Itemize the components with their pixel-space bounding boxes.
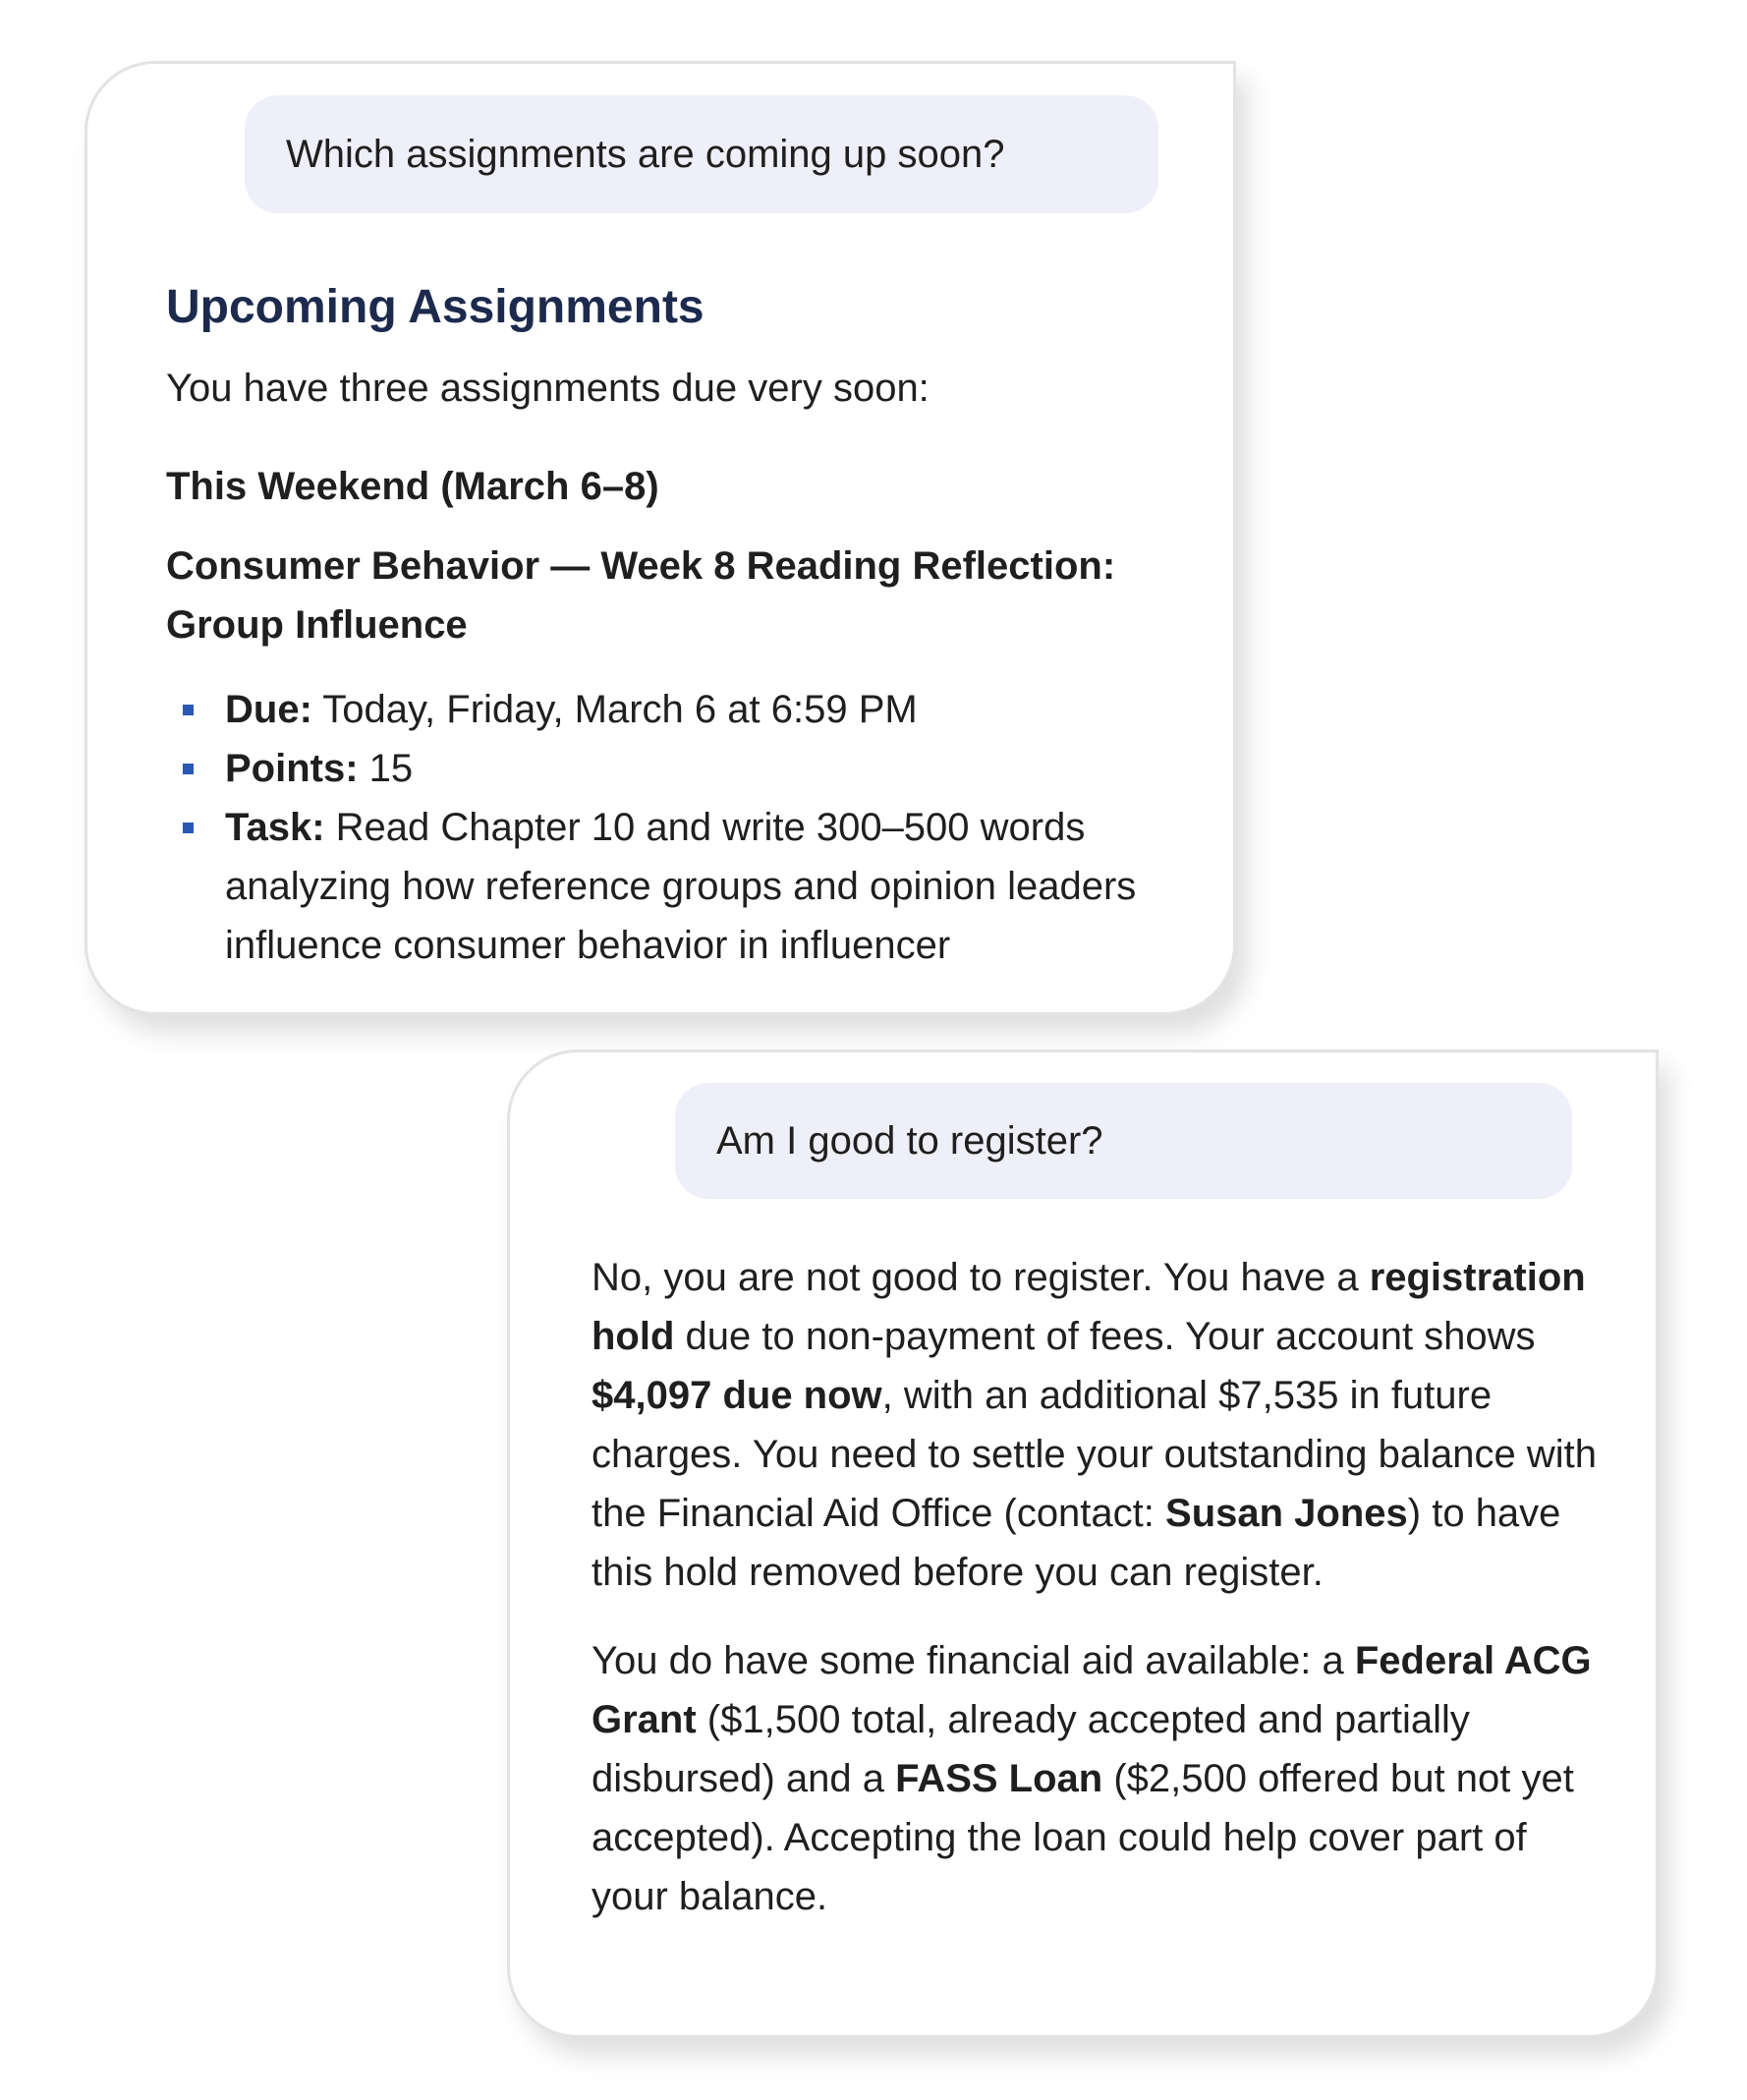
text-segment: ($1,500 total, already accepted and partially disbursed) and a: [592, 1698, 1470, 1800]
text-segment: You do have some financial aid available: a: [592, 1639, 1355, 1682]
text-segment: due to non-payment of fees. Your account shows: [674, 1315, 1536, 1358]
section-subheading: This Weekend (March 6–8): [166, 465, 659, 508]
detail-label: Points:: [225, 747, 359, 790]
text-segment: ) to have this hold removed before you can register.: [592, 1492, 1561, 1594]
assignment-details-list: [166, 680, 1188, 975]
bold-grant-name: Federal ACG Grant: [592, 1639, 1592, 1741]
assignments-chat-card: [85, 61, 1236, 1015]
detail-value: Today, Friday, March 6 at 6:59 PM: [311, 688, 918, 731]
detail-label: Due:: [225, 688, 312, 731]
square-bullet-icon: [183, 705, 194, 715]
response-paragraph-aid: [592, 1631, 1604, 1926]
bold-contact-name: Susan Jones: [1165, 1492, 1408, 1535]
registration-chat-card: [507, 1050, 1659, 2038]
user-message-bubble: [675, 1083, 1572, 1199]
text-segment: ($2,500 offered but not yet accepted). Accepting the loan could help cover part of your balance.: [592, 1757, 1574, 1918]
detail-value: Read Chapter 10 and write 300–500 words analyzing how reference groups and opinion leaders influence consumer behavior in influencer: [225, 806, 1137, 967]
user-message-bubble: [245, 95, 1158, 213]
user-message-text: Am I good to register?: [716, 1118, 1103, 1163]
list-item-points: [166, 739, 1188, 798]
response-paragraph-hold: [592, 1248, 1604, 1602]
assistant-response: [166, 278, 1188, 975]
assignment-title: Consumer Behavior — Week 8 Reading Reflection: Group Influence: [166, 544, 1116, 647]
bold-registration-hold: registration hold: [592, 1256, 1586, 1358]
bold-loan-name: FASS Loan: [895, 1757, 1103, 1800]
user-message-text: Which assignments are coming up soon?: [286, 132, 1005, 176]
response-heading: Upcoming Assignments: [166, 281, 704, 333]
detail-value: 15: [358, 747, 414, 790]
text-segment: , with an additional $7,535 in future charges. You need to settle your outstanding balance with the Financial Aid Office (contact:: [592, 1374, 1597, 1535]
assistant-response: [592, 1248, 1604, 1926]
response-intro: You have three assignments due very soon:: [166, 367, 930, 410]
detail-label: Task:: [225, 806, 325, 849]
bold-amount-due: $4,097 due now: [592, 1374, 882, 1417]
list-item-task: [166, 798, 1188, 975]
text-segment: No, you are not good to register. You have a: [592, 1256, 1370, 1299]
square-bullet-icon: [183, 823, 194, 833]
list-item-due: [166, 680, 1188, 739]
square-bullet-icon: [183, 764, 194, 774]
